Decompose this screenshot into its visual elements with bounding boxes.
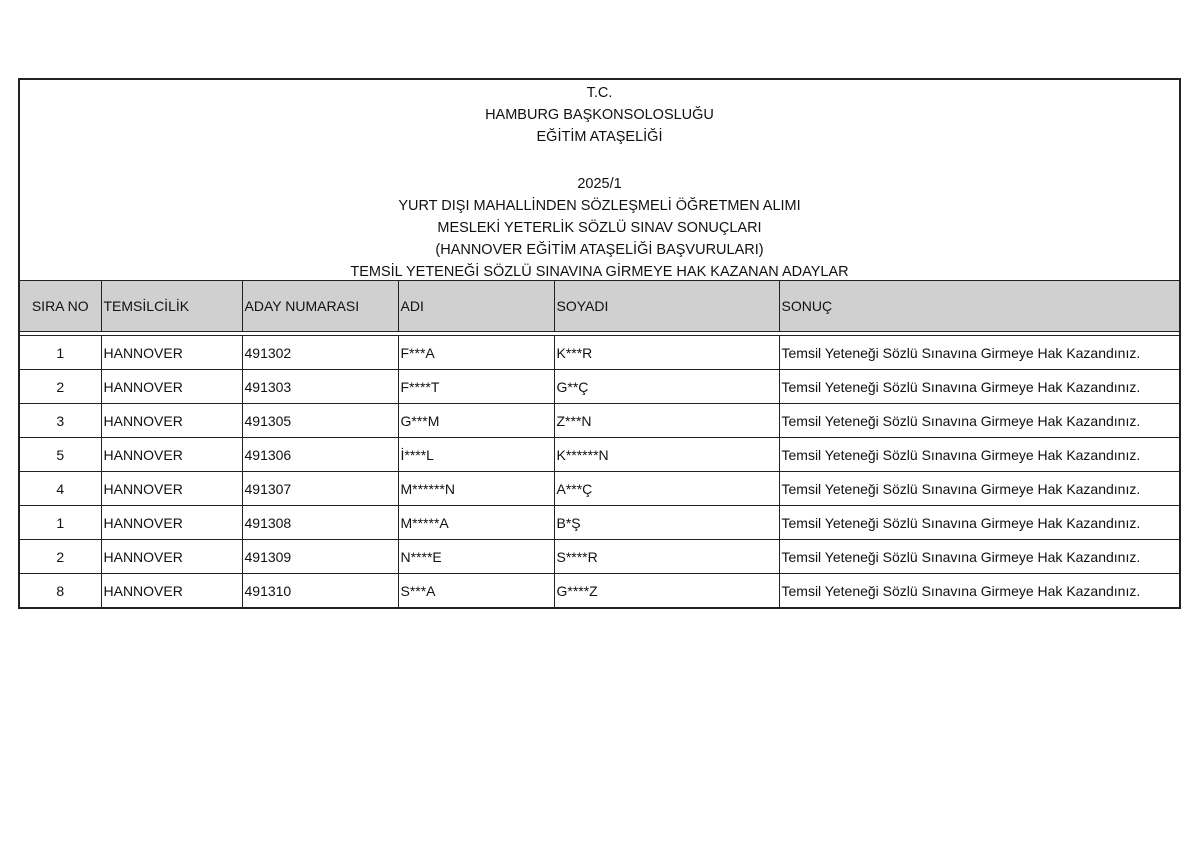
cell-sira-no: 4 [20,472,101,506]
document-header [20,80,1179,281]
cell-aday-numarasi: 491306 [242,438,398,472]
cell-adi: F****T [398,370,554,404]
cell-adi: M*****A [398,506,554,540]
cell-sonuc: Temsil Yeteneği Sözlü Sınavına Girmeye Hak Kazandınız. [779,336,1179,370]
cell-temsilcilik: HANNOVER [101,438,242,472]
cell-adi: G***M [398,404,554,438]
cell-aday-numarasi: 491310 [242,574,398,608]
header-consulate: HAMBURG BAŞKONSOLOSLUĞU [485,107,714,123]
cell-adi: S***A [398,574,554,608]
header-exam-title: MESLEKİ YETERLİK SÖZLÜ SINAV SONUÇLARI [437,220,762,236]
cell-soyadi: A***Ç [554,472,779,506]
cell-temsilcilik: HANNOVER [101,506,242,540]
cell-aday-numarasi: 491309 [242,540,398,574]
cell-adi: M******N [398,472,554,506]
cell-sonuc: Temsil Yeteneği Sözlü Sınavına Girmeye Hak Kazandınız. [779,472,1179,506]
results-table [20,281,1179,607]
cell-sonuc: Temsil Yeteneği Sözlü Sınavına Girmeye Hak Kazandınız. [779,540,1179,574]
cell-sira-no: 2 [20,540,101,574]
cell-aday-numarasi: 491303 [242,370,398,404]
table-row [20,574,1179,608]
cell-sonuc: Temsil Yeteneği Sözlü Sınavına Girmeye Hak Kazandınız. [779,370,1179,404]
results-document [18,78,1181,609]
cell-sira-no: 8 [20,574,101,608]
cell-temsilcilik: HANNOVER [101,540,242,574]
cell-adi: İ****L [398,438,554,472]
cell-sira-no: 5 [20,438,101,472]
cell-sira-no: 2 [20,370,101,404]
cell-aday-numarasi: 491302 [242,336,398,370]
cell-sonuc: Temsil Yeteneği Sözlü Sınavına Girmeye Hak Kazandınız. [781,582,1141,599]
table-row [20,438,1179,472]
column-header-aday-numarasi: ADAY NUMARASI [242,281,398,332]
cell-sira-no: 1 [20,336,101,370]
table-row [20,404,1179,438]
cell-soyadi: Z***N [554,404,779,438]
header-period: 2025/1 [577,176,622,192]
cell-sira-no: 1 [20,506,101,540]
cell-sonuc: Temsil Yeteneği Sözlü Sınavına Girmeye Hak Kazandınız. [779,438,1179,472]
header-applications: (HANNOVER EĞİTİM ATAŞELİĞİ BAŞVURULARI) [435,242,764,258]
cell-sonuc: Temsil Yeteneği Sözlü Sınavına Girmeye Hak Kazandınız. [779,404,1179,438]
cell-aday-numarasi: 491307 [242,472,398,506]
cell-sira-no: 3 [20,404,101,438]
cell-temsilcilik: HANNOVER [101,370,242,404]
table-row [20,506,1179,540]
table-header-row [20,281,1179,332]
column-header-adi: ADI [398,281,554,332]
header-recruitment-title: YURT DIŞI MAHALLİNDEN SÖZLEŞMELİ ÖĞRETMEN ALIMI [398,198,801,214]
table-row [20,540,1179,574]
table-row [20,336,1179,370]
cell-soyadi: B*Ş [554,506,779,540]
cell-temsilcilik: HANNOVER [101,336,242,370]
column-header-sira-no: SIRA NO [20,281,101,332]
cell-temsilcilik: HANNOVER [101,574,242,608]
cell-soyadi: K******N [554,438,779,472]
cell-aday-numarasi: 491308 [242,506,398,540]
cell-temsilcilik: HANNOVER [101,472,242,506]
cell-soyadi: G****Z [554,574,779,608]
cell-adi: F***A [398,336,554,370]
table-row [20,370,1179,404]
header-attache: EĞİTİM ATAŞELİĞİ [536,129,663,145]
column-header-sonuc: SONUÇ [779,281,1179,332]
cell-adi: N****E [398,540,554,574]
table-row [20,472,1179,506]
cell-sonuc: Temsil Yeteneği Sözlü Sınavına Girmeye Hak Kazandınız. [779,506,1179,540]
column-header-soyadi: SOYADI [554,281,779,332]
cell-soyadi: G**Ç [554,370,779,404]
cell-soyadi: K***R [554,336,779,370]
header-country: T.C. [586,85,613,101]
cell-temsilcilik: HANNOVER [101,404,242,438]
cell-soyadi: S****R [554,540,779,574]
column-header-temsilcilik: TEMSİLCİLİK [101,281,242,332]
header-subtitle: TEMSİL YETENEĞİ SÖZLÜ SINAVINA GİRMEYE HAK KAZANAN ADAYLAR [350,264,849,280]
cell-aday-numarasi: 491305 [242,404,398,438]
